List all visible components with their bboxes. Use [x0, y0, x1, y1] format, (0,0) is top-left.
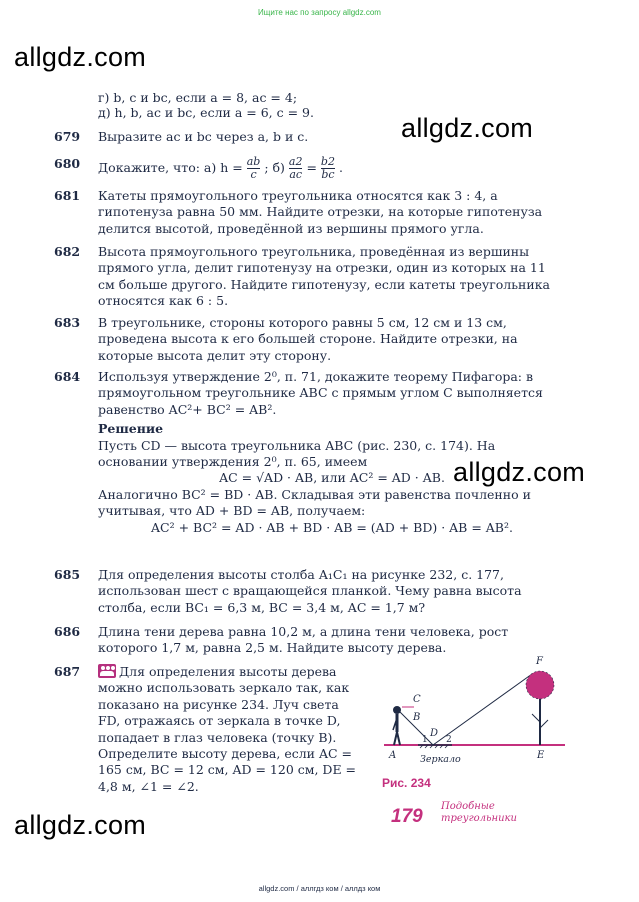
label-c: C [413, 694, 421, 705]
problem-number: 685 [54, 567, 81, 582]
formula: AC = √AD · AB, или AC² = AD · AB. [219, 470, 445, 486]
problem-684 [54, 369, 574, 536]
mirror-label: Зеркало [420, 754, 461, 765]
figure-234 [380, 652, 570, 774]
fraction-denominator: bc [321, 168, 335, 181]
watermark: allgdz.com [14, 42, 147, 72]
fraction-denominator: c [247, 168, 261, 181]
fraction-numerator: ab [246, 155, 261, 168]
problem-text: Выразите ac и bc через a, b и c. [98, 129, 309, 144]
label-b: B [413, 712, 421, 723]
fraction-numerator: b2 [320, 155, 335, 168]
label-d: D [430, 728, 439, 739]
problem-text: В треугольнике, стороны которого равны 5 см, 12 см и 13 см, проведена высота к его большей стороне. Найдите отрезки, на которые высота делит эту сторону. [98, 315, 518, 363]
problem-number: 680 [54, 156, 81, 171]
problem-text: Катеты прямоугольного треугольника относятся как 3 : 4, а гипотенуза равна 50 мм. Найдите отрезки, на которые гипотенуза делится высотой, проведённой из вершины прямого угла. [98, 188, 543, 236]
problem-text: Высота прямоугольного треугольника, проведённая из вершины прямого угла, делит гипотенузу на отрезки, один из которых на 11 см больше другого. Найдите гипотенузу, если катеты треугольника относятся как 6 : 5. [98, 244, 550, 309]
angle-2-label: 2 [446, 735, 452, 745]
problem-685 [54, 567, 574, 616]
subitem-g: г) b, c и bc, если a = 8, ac = 4; [98, 90, 298, 105]
subitem-d: д) h, b, ac и bc, если a = 6, c = 9. [98, 105, 314, 120]
problem-text: ; б) [264, 160, 285, 175]
problem-text: Для определения высоты столба A₁C₁ на рисунке 232, с. 177, использован шест с вращающейся планкой. Чему равна высота столба, если BC₁ = 6,3 м, BC = 3,4 м, AC = 1,7 м? [98, 567, 522, 615]
equals-sign: = [306, 160, 317, 175]
problem-681 [54, 188, 574, 237]
problem-number: 686 [54, 624, 81, 639]
fraction [289, 156, 303, 181]
problem-text: Длина тени дерева равна 10,2 м, а длина тени человека, рост которого 1,7 м, равна 2,5 м. Найдите высоту дерева. [98, 624, 509, 656]
angle-1-label: 1 [422, 735, 428, 745]
label-e: E [537, 750, 545, 761]
fraction [321, 156, 335, 181]
problem-number: 683 [54, 315, 81, 330]
mirror-icon [418, 745, 452, 748]
solution-text: Аналогично BC² = BD · AB. Складывая эти равенства почленно и учитывая, что AD + BD = AB, получаем: [98, 486, 531, 519]
group-work-icon [98, 664, 116, 678]
chapter-title-line: треугольники [441, 813, 517, 824]
problem-679 [54, 129, 574, 145]
fraction [247, 156, 261, 181]
problem-text: Для определения высоты дерева можно использовать зеркало так, как показано на рисунке 234. Луч света FD, отражаясь от зеркала в точке D, попадает в глаз человека (точку B). Определите высоту дерева, если AC = 165 см, BC = 12 см, AD = 120 см, DE = 4,8 м, ∠1 = ∠2. [98, 664, 357, 794]
watermark: allgdz.com [401, 113, 534, 143]
problem-number: 679 [54, 129, 81, 144]
solution-title: Решение [98, 421, 164, 437]
watermark: allgdz.com [453, 457, 586, 487]
figure-caption: Рис. 234 [382, 776, 431, 790]
chapter-title [441, 801, 517, 825]
watermark: allgdz.com [14, 810, 147, 840]
formula: AC² + BC² = AD · AB + BD · AB = (AD + BD) · AB = AB². [151, 519, 513, 535]
problem-number: 684 [54, 369, 81, 384]
label-a: A [389, 750, 397, 761]
problem-680 [54, 156, 574, 181]
problem-number: 687 [54, 664, 81, 679]
problem-text: . [338, 160, 343, 175]
solution-text: Пусть CD — высота треугольника ABC (рис. 230, с. 174). На основании утверждения 2⁰, п. 65, имеем [98, 437, 496, 470]
fraction-numerator: a2 [288, 155, 303, 168]
tree-icon [526, 671, 554, 745]
chapter-title-line: Подобные [441, 801, 495, 812]
problem-683 [54, 315, 574, 364]
top-search-link[interactable]: Ищите нас по запросу allgdz.com [258, 8, 381, 17]
label-f: F [536, 656, 543, 667]
problem-number: 682 [54, 244, 81, 259]
problem-text: Используя утверждение 2⁰, п. 71, докажите теорему Пифагора: в прямоугольном треугольнике ABC с прямым углом C выполняется равенство AC²+ BC² = AB². [98, 369, 543, 417]
page-number: 179 [391, 806, 423, 827]
problem-text: Докажите, что: а) h = [98, 160, 243, 175]
problem-682 [54, 244, 574, 310]
fraction-denominator: ac [289, 168, 303, 181]
bottom-links[interactable]: allgdz.com / аллгдз ком / аллдз ком [258, 884, 381, 893]
problem-number: 681 [54, 188, 81, 203]
